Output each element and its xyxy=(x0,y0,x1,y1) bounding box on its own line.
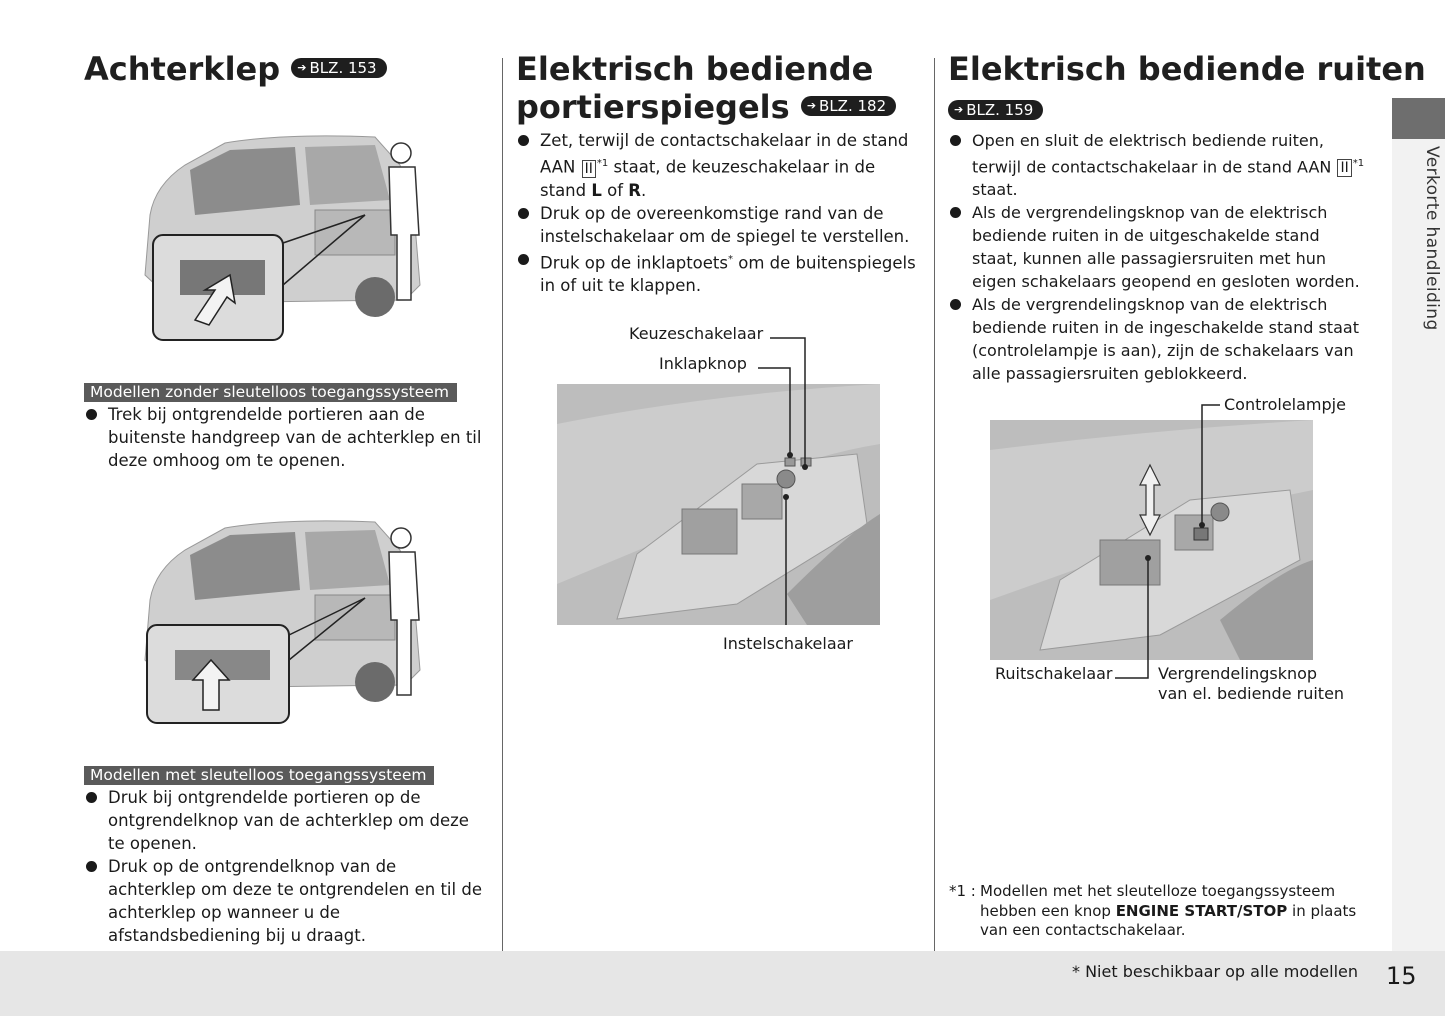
text: staat, de keuzeschakelaar in de stand xyxy=(540,157,876,200)
list-item: Trek bij ontgrendelde portieren aan de buitenste handgreep van de achterklep en til deze omhoog om te openen. xyxy=(84,403,489,472)
text: Zet, terwijl de contactschakelaar in de stand AAN xyxy=(540,131,909,177)
footnote xyxy=(949,882,1369,941)
page-ref-wrapper xyxy=(948,99,1043,120)
callout-line-1: Vergrendelingsknop xyxy=(1158,664,1318,683)
page-number: 15 xyxy=(1386,962,1417,990)
arrow-right-icon: ➔ xyxy=(297,61,307,74)
callout-keuzeschakelaar: Keuzeschakelaar xyxy=(629,324,764,343)
page-ref-label: BLZ. 153 xyxy=(309,59,377,77)
title-line-1: Elektrisch bediende xyxy=(516,50,874,88)
ignition-position-box: II xyxy=(1337,159,1351,177)
list-item: Druk op de overeenkomstige rand van de instelschakelaar om de spiegel te verstellen. xyxy=(516,202,921,248)
list-item xyxy=(948,129,1368,201)
page-ref-label: BLZ. 182 xyxy=(819,97,887,115)
list-item: Als de vergrendelingsknop van de elektrisch bediende ruiten in de uitgeschakelde stand staat, kunnen alle passagiersruiten met hun eigen schakelaars geopend en gesloten worden. xyxy=(948,201,1368,293)
model-tag-without-keyless xyxy=(84,382,457,402)
text: Open en sluit de elektrisch bediende ruiten, terwijl de contactschakelaar in de stand AAN xyxy=(972,131,1332,177)
side-tab-label: Verkorte handleiding xyxy=(1422,146,1442,331)
text: Modellen met het sleutelloze toegangssysteem hebben een knop xyxy=(980,882,1336,920)
text: . xyxy=(641,180,647,200)
callout-controlelampje: Controlelampje xyxy=(1224,395,1346,414)
section-title-mirrors xyxy=(516,50,896,126)
model-tag-with-keyless xyxy=(84,765,434,785)
list-item xyxy=(516,248,921,298)
callout-instelschakelaar: Instelschakelaar xyxy=(723,634,854,653)
column-divider-2 xyxy=(934,58,935,951)
bullet-list-mirrors xyxy=(516,129,921,297)
bullet-list-tailgate-1 xyxy=(84,403,489,472)
footnote-mark: *1 : xyxy=(949,882,976,900)
side-tab-marker xyxy=(1392,98,1445,139)
engine-start-stop-label: ENGINE START/STOP xyxy=(1115,901,1288,920)
section-title-windows: Elektrisch bediende ruiten xyxy=(948,50,1426,88)
callout-line-2: van el. bediende ruiten xyxy=(1158,684,1345,703)
callout-ruitschakelaar: Ruitschakelaar xyxy=(995,664,1113,683)
section-title-achterklep xyxy=(84,50,387,88)
page-ref-link[interactable] xyxy=(948,100,1043,120)
title-text: Achterklep xyxy=(84,50,281,88)
callout-vergrendelingsknop xyxy=(1158,664,1344,704)
tailgate-illustration-1 xyxy=(135,125,440,345)
page-ref-link[interactable] xyxy=(291,58,386,78)
arrow-right-icon: ➔ xyxy=(954,103,964,116)
text: staat. xyxy=(972,180,1018,200)
list-item xyxy=(516,129,921,202)
footer-band xyxy=(0,951,1445,1016)
title-line-2: portierspiegels xyxy=(516,88,790,126)
footnote-ref: *1 xyxy=(1352,158,1365,169)
text: om de buitenspiegels in of uit te klappen. xyxy=(540,253,916,295)
ignition-position-box: II xyxy=(582,160,596,178)
text: Druk op de inklaptoets xyxy=(540,253,728,272)
window-callout-lines xyxy=(990,395,1320,695)
list-item: Als de vergrendelingsknop van de elektrisch bediende ruiten in de ingeschakelde stand staat (controlelampje is aan), zijn de schakelaars van alle passagiersruiten geblokkeerd. xyxy=(948,293,1368,385)
text: of xyxy=(607,180,624,200)
list-item: Druk op de ontgrendelknop van de achterklep om deze te ontgrendelen en til de achterklep op wanneer u de afstandsbediening bij u draagt. xyxy=(84,855,489,947)
availability-note: * Niet beschikbaar op alle modellen xyxy=(1072,962,1359,981)
page-ref-link[interactable] xyxy=(801,96,896,116)
text: in plaats van een contactschakelaar. xyxy=(980,901,1357,939)
page-ref-label: BLZ. 159 xyxy=(966,100,1034,119)
bullet-list-tailgate-2 xyxy=(84,786,489,947)
footnote-ref: *1 xyxy=(596,158,609,169)
callout-inklapknop: Inklapknop xyxy=(659,354,747,373)
position-L: L xyxy=(591,180,602,200)
tailgate-illustration-2 xyxy=(135,510,440,730)
arrow-right-icon: ➔ xyxy=(806,99,817,112)
tag-label: Modellen met sleutelloos toegangssysteem xyxy=(84,766,434,785)
tag-label: Modellen zonder sleutelloos toegangssysteem xyxy=(84,383,457,402)
bullet-list-windows xyxy=(948,129,1368,385)
list-item: Druk bij ontgrendelde portieren op de ontgrendelknop van de achterklep om deze te openen. xyxy=(84,786,489,855)
footnote-text xyxy=(980,882,1369,941)
footnote-ref: * xyxy=(727,253,733,265)
position-R: R xyxy=(628,180,641,200)
column-divider-1 xyxy=(502,58,503,951)
